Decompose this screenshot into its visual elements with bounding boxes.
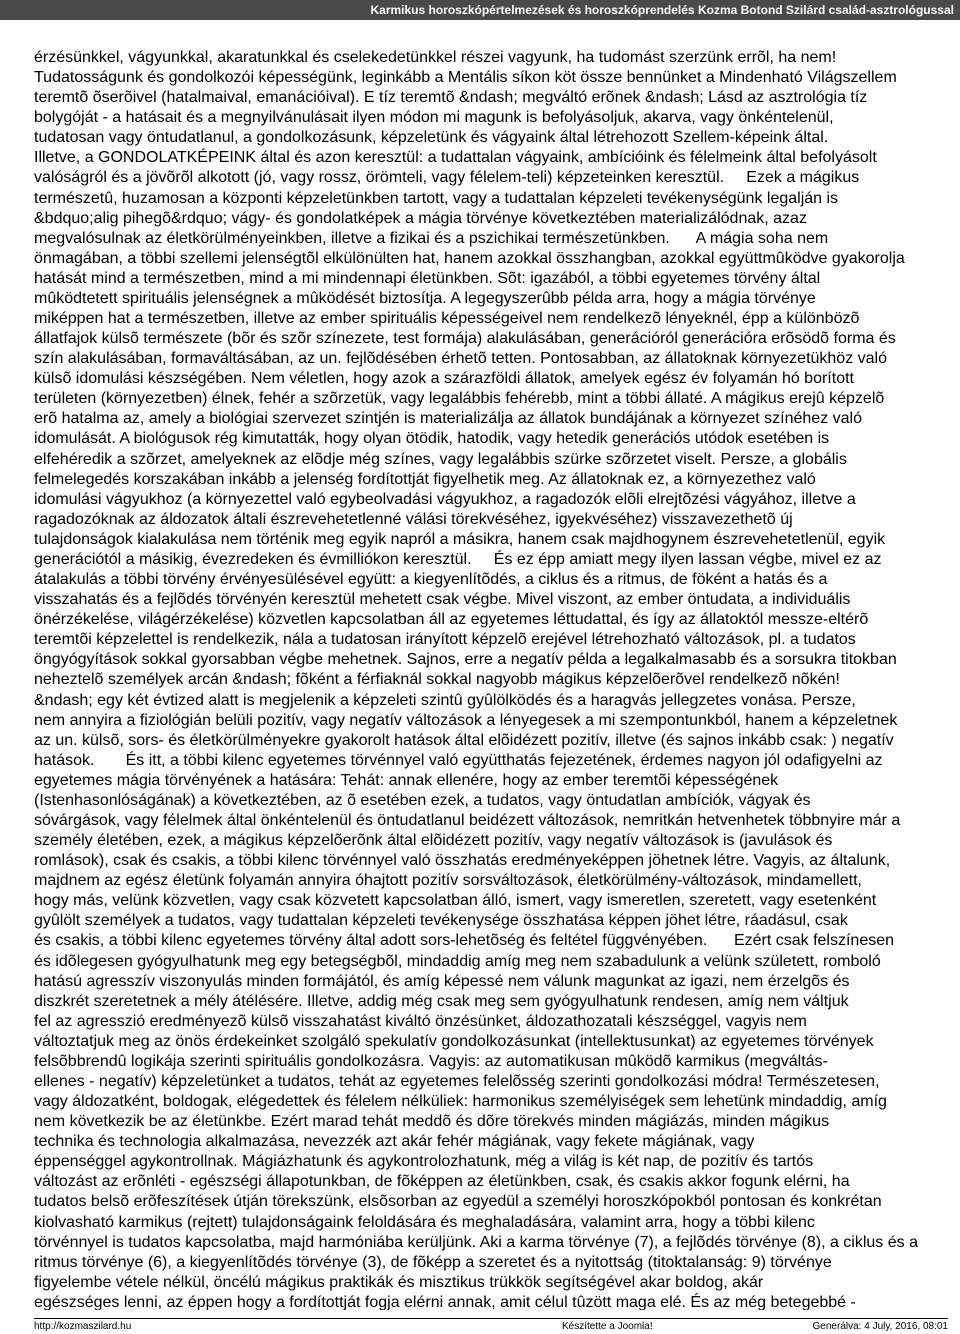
text-line: hatások. És itt, a többi kilenc egyetemes törvénnyel való együtthatás fejezetének, érdemes nagyon jól odafigyelni az xyxy=(34,751,883,769)
text-line: egészséges lenni, az éppen hogy a fordítottját fogja elérni annak, amit célul tûzött maga elé. És az még betegebbé - xyxy=(34,1293,856,1310)
text-line: érzésünkkel, vágyunkkal, akaratunkkal és cselekedetünkkel részei vagyunk, ha tudomást szerzünk errõl, ha nem! xyxy=(34,49,837,66)
page-footer xyxy=(34,1318,948,1334)
text-line: ellenes - negatív) képzeletünket a tudatos, tehát az egyetemes felelõsség szerinti gondolkozási módra! Természetesen, xyxy=(34,1072,880,1090)
text-line: miképpen hat a természetben, illetve az ember spirituális képességeivel nem rendelkezõ lényeknél, épp a különbözõ xyxy=(34,310,860,328)
article-body xyxy=(34,48,960,1310)
text-line: ritmus törvénye (6), a kiegyenlítõdés törvénye (3), de fõképp a szeretet és a nyitottság (titoktalanság: 9) törvénye xyxy=(34,1253,832,1271)
text-line: hatású agresszív viszonyulás minden formájától, és amíg képessé nem válunk magunkat az igazi, nem érzelgõs és xyxy=(34,972,850,990)
text-line: elfehéredik a szõrzet, amelyeknek az elõdje még színes, vagy legalábbis szürke szõrzetet viselt. Persze, a globális xyxy=(34,450,847,468)
text-line: és csakis, a többi kilenc egyetemes törvény által adott sors-lehetõség és feltétel függvényében. Ezért csak felszínesen xyxy=(34,932,895,950)
text-line: nem annyira a fiziológián belüli pozitív, vagy negatív változások a lényegesek a mi szempontunkból, hanem a képzeletnek xyxy=(34,711,898,729)
text-line: öngyógyítások sokkal gyorsabban végbe mehetnek. Sajnos, erre a negatív példa a legalkalmasabb és a sorsukra titokban xyxy=(34,651,897,669)
text-line: Tudatosságunk és gondolkozói képességünk, leginkább a Mentális síkon köt össze bennünket a Mindenható Világszellem xyxy=(34,69,897,87)
text-line: &ndash; egy két évtized alatt is megjelenik a képzeleti szintû gyûlölködés és a haragvás jellegzetes vonása. Persze, xyxy=(34,691,856,709)
text-line: változást az erõnléti - egészségi állapotunkban, de fõképpen az életünkben, csak, és csakis akkor fogunk elérni, ha xyxy=(34,1173,850,1191)
footer-made-with: Készítette a Joomla! xyxy=(562,1321,653,1332)
text-line: majdnem az egész életünk folyamán annyira óhajtott pozitív sorsváltozások, életkörülmény-változások, mindamellett, xyxy=(34,872,862,890)
text-line: bolygóját - a hatásait és a megnyilvánulásait ilyen módon mi magunk is befolyásoljuk, akarva, vagy önkéntelenül, xyxy=(34,109,834,127)
text-line: önérzékelése, világérzékelése) közvetlen kapcsolatban áll az egyetemes léttudattal, és így az állatoktól messze-eltérõ xyxy=(34,611,869,629)
text-line: hogy más, velünk közvetlen, vagy csak közvetett kapcsolatban álló, ismert, vagy ismeretlen, szeretett, vagy esetenként xyxy=(34,892,877,910)
text-line: megvalósulnak az életkörülményeinkben, illetve a fizikai és a pszichikai természetünkben. A mágia soha nem xyxy=(34,229,829,247)
text-line: erõ hatalma az, amely a biológiai szervezet szintjén is materializálja az állatok bundájának a környezet színéhez való xyxy=(34,410,862,428)
text-line: változtatjuk meg az önös érdekeinket szolgáló spekulatív gondolkozásunkat (intellektusunkat) az egyetemes törvények xyxy=(34,1032,874,1050)
text-line: technika és technologia alkalmazása, nevezzék azt akár fehér mágiának, vagy fekete mágiának, vagy xyxy=(34,1133,755,1151)
text-line: természetû, huzamosan a központi képzeletünkben tartott, vagy a tudattalan képzeleti tevékenységünk legalján is xyxy=(34,189,839,207)
text-line: teremtõi képzelettel is rendelkezik, nála a tudatosan irányított képzelõ erejével létrehozható változások, pl. a tudatos xyxy=(34,631,856,649)
text-line: teremtõ õserõivel (hatalmaival, emanációival). E tíz teremtõ &ndash; megváltó erõnek &ndash; Lásd az asztrológia tíz xyxy=(34,89,868,107)
text-line: romlások), csak és csakis, a többi kilenc törvénnyel való összhatás eredményeképpen jöhetnek létre. Vagyis, az általunk, xyxy=(34,852,891,870)
text-line: éppenséggel agykontrollnak. Mágiázhatunk és agykontrolozhatunk, még a világ is két nap, de pozitív és tartós xyxy=(34,1153,814,1171)
text-line: átalakulás a többi törvény érvényesülésével együtt: a kiegyenlítõdés, a ciklus és a ritmus, de föként a hatás és a xyxy=(34,571,828,589)
page-header-title: Karmikus horoszkópértelmezések és horoszkóprendelés Kozma Botond Szilárd család-asztrológussal xyxy=(0,0,960,20)
text-line: külsõ idomulási készségében. Nem véletlen, hogy azok a szárazföldi állatok, amelyek egész év folyamán hó borított xyxy=(34,370,854,388)
text-line: tulajdonságok kialakulása nem történik meg egyik napról a másikra, hanem csak majdhogynem észrevehetetlenül, egyik xyxy=(34,530,886,548)
footer-generated-date: Generálva: 4 July, 2016, 08:01 xyxy=(812,1321,948,1332)
text-line: törvénnyel is tudatos kapcsolatba, majd harmóniába kerüljünk. Aki a karma törvénye (7), a fejlõdés törvénye (8), a ciklus és a xyxy=(34,1233,918,1251)
text-line: szín alakulásában, formaváltásában, az un. fejlõdésében érhetõ tetten. Pontosabban, az állatoknak környezetükhöz való xyxy=(34,350,887,368)
text-line: és idõlegesen gyógyulhatunk meg egy betegségbõl, mindaddig amíg meg nem szabadulunk a velünk született, romboló xyxy=(34,952,881,970)
text-line: ragadozóknak az áldozatok általi észrevehetetlenné válási törekvéséhez, igyekvéséhez) visszavezethetõ új xyxy=(34,510,793,528)
text-line: gyûlölt személyek a tudatos, vagy tudattalan képzeleti tevékenysége összhatása képpen jöhet létre, ráadásul, csak xyxy=(34,912,848,930)
text-line: &bdquo;alig pihegõ&rdquo; vágy- és gondolatképek a mágia törvénye következtében materializálódnak, azaz xyxy=(34,209,807,227)
text-line: (Istenhasonlóságának) a következtében, az õ esetében ezek, a tudatos, vagy öntudatlan ambíciók, vágyak és xyxy=(34,791,811,809)
text-line: idomulását. A biológusok rég kimutatták, hogy olyan ötödik, hatodik, vagy hetedik generációs utódok esetében is xyxy=(34,430,830,448)
text-line: hatását mind a természetben, mind a mi mindennapi életünkben. Sõt: igazából, a többi egyetemes törvény által xyxy=(34,269,821,287)
text-line: személy életében, ezek, a mágikus képzelõerõnk által elõidézett pozitív, vagy negatív változások is (javulások és xyxy=(34,832,833,850)
text-line: egyetemes mágia törvényének a hatására: Tehát: annak ellenére, hogy az ember teremtõi képességének xyxy=(34,771,779,789)
text-line: neheztelõ személyek arcán &ndash; fõként a férfiaknál sokkal nagyobb mágikus képzelõerõvel rendelkezõ nõkén! xyxy=(34,671,840,689)
text-line: állatfajok külsõ természete (bõr és szõr színezete, test formája) alakulásában, generációról generációra erõsödõ forma és xyxy=(34,330,896,348)
text-line: fel az agresszió eredményezõ külsõ visszahatást kiváltó önzésünket, áldozathozatali készséggel, vagyis nem xyxy=(34,1012,807,1030)
text-line: önmagában, a többi szellemi jelenségtõl elkülönülten hat, hanem azokkal összhangban, azokkal együttmûködve gyakorolja xyxy=(34,249,905,267)
text-line: generációtól a másikig, évezredeken és évmilliókon keresztül. És ez épp amiatt megy ilyen lassan végbe, mivel ez az xyxy=(34,550,882,568)
text-line: felsõbbrendû logikája szerinti spirituális gondolkozásra. Vagyis: az automatikusan mûködõ karmikus (megváltás- xyxy=(34,1052,828,1070)
text-line: az un. külsõ, sors- és életkörülményekre gyakorolt hatások által elõidézett pozitív, illetve (és sajnos inkább csak: ) negatív xyxy=(34,731,894,749)
text-line: idomulási vágyukhoz (a környezettel való egybeolvadási vágyukhoz, a ragadozók elõli elrejtõzési vágyához, illetve a xyxy=(34,490,856,508)
text-line: valóságról és a jövõrõl alkotott (jó, vagy rossz, örömteli, vagy félelem-teli) képzeteinken keresztül. Ezek a mágikus xyxy=(34,169,860,187)
text-line: diszkrét szeretetnek a mély átélésére. Illetve, addig még csak meg sem gyógyulhatunk rendesen, amíg nem váltjuk xyxy=(34,992,849,1010)
text-line: mûködtetett spirituális jelenségnek a mûködését biztosítja. A legegyszerûbb példa arra, hogy a mágia törvénye xyxy=(34,289,816,307)
text-line: visszahatás és a fejlõdés törvényén keresztül mehetett csak végbe. Mivel viszont, az ember öntudata, a individuális xyxy=(34,591,851,609)
text-line: kiolvasható karmikus (rejtett) tulajdonságaink feloldására és meghaladására, valamint arra, hogy a többi kilenc xyxy=(34,1213,815,1231)
text-line: Illetve, a GONDOLATKÉPEINK által és azon keresztül: a tudattalan vágyaink, ambícióink és félelmeink által befolyásolt xyxy=(34,149,877,167)
text-line: sóvárgások, vagy félelmek által önkéntelenül és öntudatlanul beidézett változások, nemritkán hetvenhetek többnyire már a xyxy=(34,811,901,829)
text-line: figyelembe vétele nélkül, öncélú mágikus praktikák és misztikus trükkök segítségével akar boldog, akár xyxy=(34,1273,764,1291)
footer-url-link[interactable]: http://kozmaszilard.hu xyxy=(34,1321,132,1332)
text-line: vagy áldozatként, boldogak, elégedettek és félelem nélküliek: harmonikus személyiségek sem lehetünk mindaddig, amíg xyxy=(34,1093,887,1111)
text-line: nem következik be az életünkbe. Ezért marad tehát meddõ és dõre törekvés minden mágiázás, minden mágikus xyxy=(34,1113,830,1131)
text-line: tudatosan vagy öntudatlanul, a gondolkozásunk, képzeletünk és vágyaink által létrehozott Szellem-képeink által. xyxy=(34,129,829,147)
text-line: tudatos belsõ erõfeszítések útján törekszünk, elsõsorban az egyedül a személyi horoszkópokból pontosan és konkrétan xyxy=(34,1193,882,1211)
text-line: területen (környezetben) élnek, fehér a szõrzetük, vagy legalábbis fehérebb, mint a többi állaté. A mágikus erejû képzelõ xyxy=(34,390,885,408)
text-line: felmelegedés korszakában inkább a jelenség fordítottját figyelhetik meg. Az állatoknak ez, a környezethez való xyxy=(34,470,816,488)
